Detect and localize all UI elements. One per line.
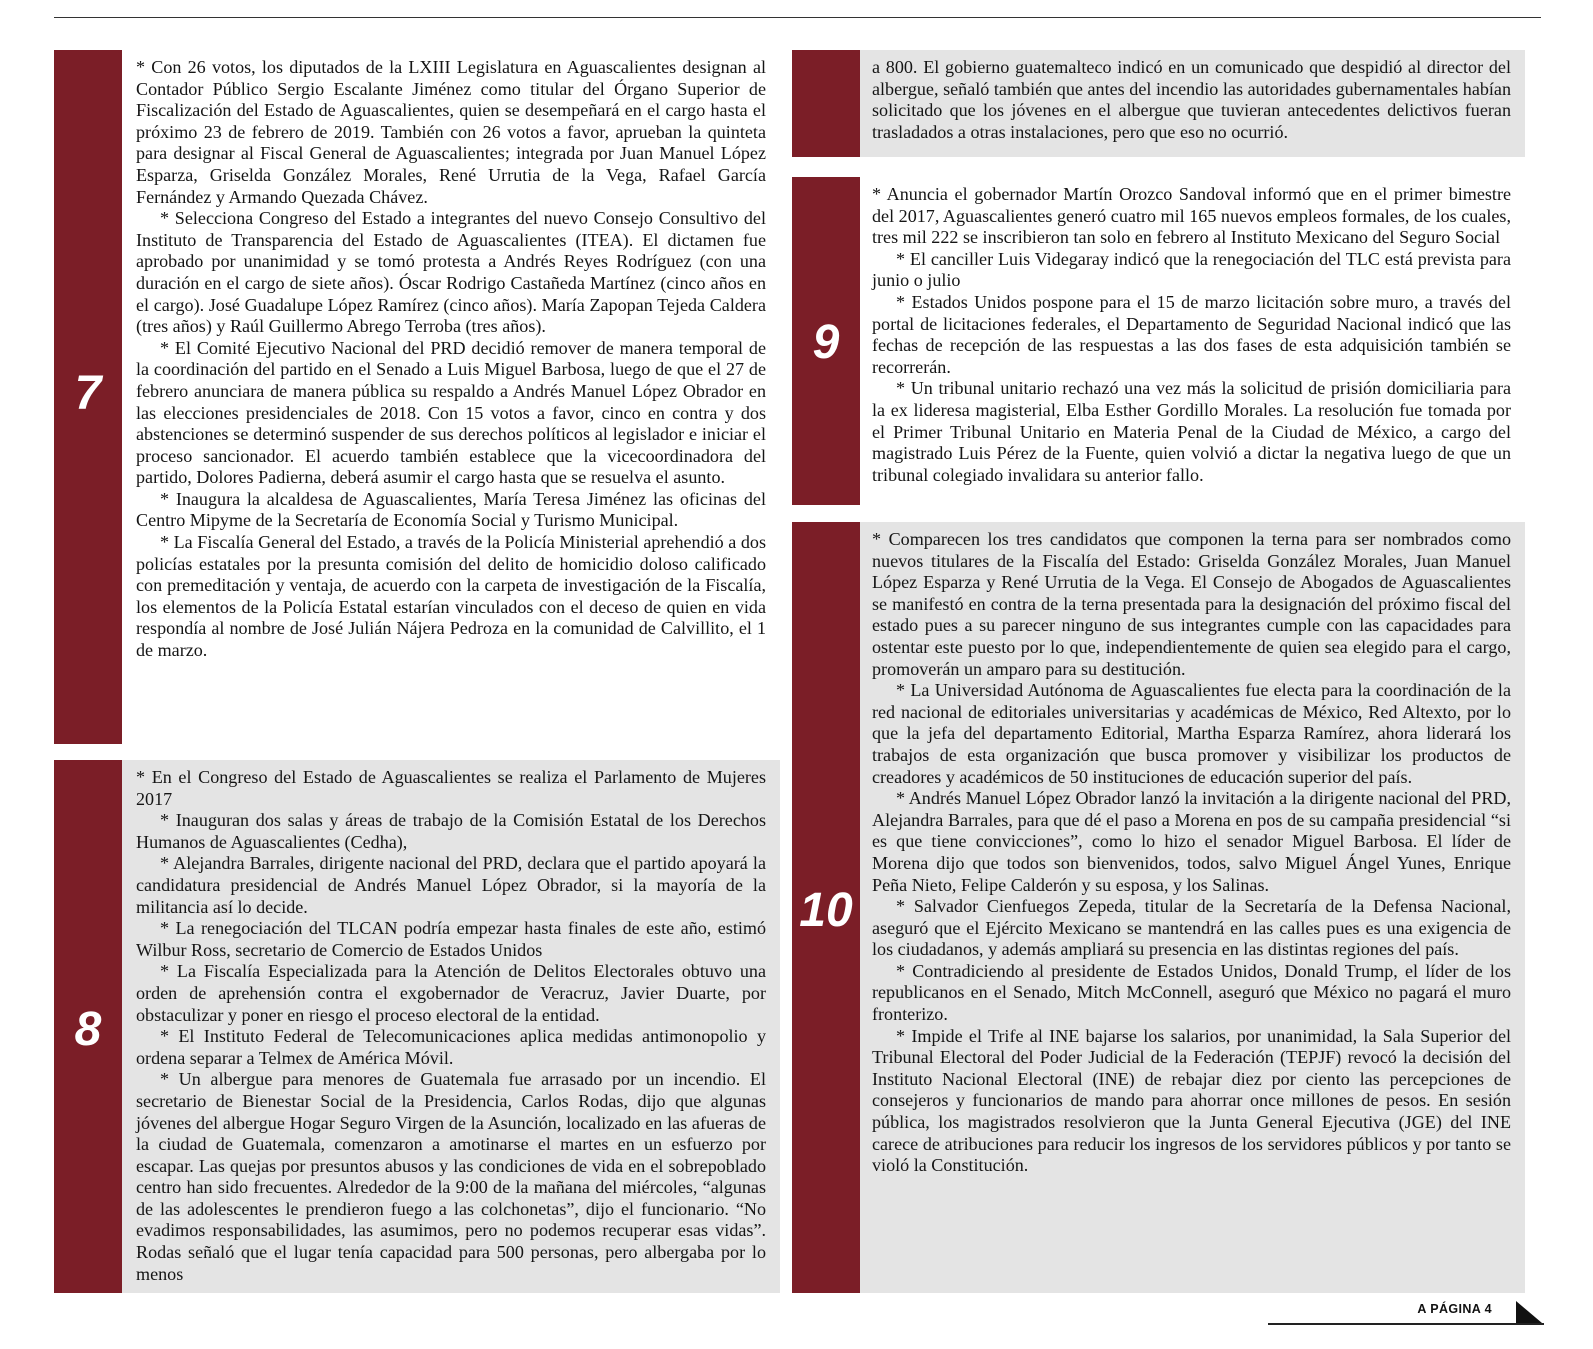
- section-7-text: [136, 57, 766, 662]
- section-8-continued-text: [872, 57, 1511, 143]
- paragraph: * La Fiscalía Especializada para la Atención de Delitos Electorales obtuvo una orden de aprehensión contra el exgobernador de Veracruz, Javier Duarte, por obstaculizar y poner en riesgo el proceso electoral de la entidad.: [136, 961, 766, 1025]
- paragraph: * El Comité Ejecutivo Nacional del PRD decidió remover de manera temporal de la coordinación del partido en el Senado a Luis Miguel Barbosa, luego de que el 27 de febrero anunciara de manera pública su respaldo a Andrés Manuel López Obrador en las elecciones presidenciales de 2018. Con 15 votos a favor, cinco en contra y dos abstenciones se determinó suspender de sus derechos políticos al legislador e iniciar el proceso sancionador. El acuerdo también establece que la vicecoordinadora del partido, Dolores Padierna, deberá asumir el cargo hasta que se resuelva el asunto.: [136, 337, 766, 488]
- section-7: [54, 50, 780, 744]
- paragraph: * Andrés Manuel López Obrador lanzó la invitación a la dirigente nacional del PRD, Alejandra Barrales, para que dé el paso a Morena en pos de su campaña presidencial “si es que tiene convicciones”, como lo hizo el senador Miguel Barbosa. El líder de Morena dijo que todos son bienvenidos, todos, salvo Miguel Ángel Yunes, Enrique Peña Nieto, Felipe Calderón y su esposa, y los Salinas.: [872, 788, 1511, 895]
- paragraph: * Comparecen los tres candidatos que componen la terna para ser nombrados como nuevos titulares de la Fiscalía del Estado: Griselda González Morales, Juan Manuel López Esparza y René Urrutia de la Vega. El Consejo de Abogados de Aguascalientes se manifestó en contra de la terna presentada para la designación del próximo fiscal del estado pues a su parecer ninguno de sus integrantes cumple con las capacidades para ostentar este puesto por lo que, independientemente de quien sea elegido para el cargo, promoverán un amparo para su destitución.: [872, 529, 1511, 679]
- paragraph: * Un tribunal unitario rechazó una vez más la solicitud de prisión domiciliaria para la ex lideresa magisterial, Elba Esther Gordillo Morales. La resolución fue tomada por el Primer Tribunal Unitario en Materia Penal de la Ciudad de México, a cargo del magistrado Luis Pérez de la Fuente, quien volvió a dictar la negativa luego de que un tribunal colegiado invalidara su anterior fallo.: [872, 378, 1511, 485]
- section-10-text: [872, 529, 1511, 1177]
- paragraph: * Salvador Cienfuegos Zepeda, titular de la Secretaría de la Defensa Nacional, aseguró que el Ejército Mexicano se mantendrá en las calles pues es una exigencia de los ciudadanos, y además ampliará su presencia en las distintas regiones del país.: [872, 896, 1511, 960]
- paragraph: * En el Congreso del Estado de Aguascalientes se realiza el Parlamento de Mujeres 2017: [136, 767, 766, 809]
- section-10: [792, 522, 1525, 1293]
- paragraph: * Inaugura la alcaldesa de Aguascalientes, María Teresa Jiménez las oficinas del Centro Mipyme de la Secretaría de Economía Social y Turismo Municipal.: [136, 488, 766, 531]
- section-8: [54, 760, 780, 1293]
- paragraph: * Inauguran dos salas y áreas de trabajo de la Comisión Estatal de los Derechos Humanos de Aguascalientes (Cedha),: [136, 810, 766, 852]
- paragraph: * Alejandra Barrales, dirigente nacional del PRD, declara que el partido apoyará la candidatura presidencial de Andrés Manuel López Obrador, si la mayoría de la militancia así lo decide.: [136, 853, 766, 917]
- paragraph: * Selecciona Congreso del Estado a integrantes del nuevo Consejo Consultivo del Instituto de Transparencia del Estado de Aguascalientes (ITEA). El dictamen fue aprobado por unanimidad y se tomó protesta a Andrés Reyes Rodríguez (con una duración en el cargo de siete años). Óscar Rodrigo Castañeda Martínez (cinco años en el cargo). José Guadalupe López Ramírez (cinco años). María Zapopan Tejeda Caldera (tres años) y Raúl Guillermo Abrego Terroba (tres años).: [136, 208, 766, 337]
- paragraph: * Anuncia el gobernador Martín Orozco Sandoval informó que en el primer bimestre del 2017, Aguascalientes generó cuatro mil 165 nuevos empleos formales, de los cuales, tres mil 222 se inscribieron tan solo en febrero al Instituto Mexicano del Seguro Social: [872, 184, 1511, 248]
- paragraph: * Contradiciendo al presidente de Estados Unidos, Donald Trump, el líder de los republicanos en el Senado, Mitch McConnell, aseguró que México no pagará el muro fronterizo.: [872, 960, 1511, 1025]
- paragraph: * La Fiscalía General del Estado, a través de la Policía Ministerial aprehendió a dos policías estatales por la presunta comisión del delito de homicidio doloso calificado con premeditación y ventaja, de acuerdo con la carpeta de investigación de la Fiscalía, los elementos de la Policía Estatal estarían vinculados con el deceso de quien en vida respondía al nombre de José Julián Nájera Pedroza en la comunidad de Calvillito, el 1 de marzo.: [136, 532, 766, 661]
- date-band-8: [54, 760, 122, 1293]
- section-8-text: [136, 767, 766, 1285]
- paragraph: * El canciller Luis Videgaray indicó que la renegociación del TLC está prevista para junio o julio: [872, 248, 1511, 291]
- section-number-10: 10: [799, 884, 853, 937]
- section-8-continued: [792, 50, 1525, 157]
- continue-label: A PÁGINA 4: [1417, 1302, 1492, 1316]
- section-9-text: [872, 184, 1511, 486]
- arrow-right-icon: [1516, 1301, 1542, 1323]
- continue-to-page-4[interactable]: [1268, 1298, 1544, 1325]
- section-number-9: 9: [812, 316, 840, 369]
- paragraph: * Un albergue para menores de Guatemala fue arrasado por un incendio. El secretario de Bienestar Social de la Presidencia, Carlos Rodas, dijo que algunas jóvenes del albergue Hogar Seguro Virgen de la Asunción, localizado en las afueras de la ciudad de Guatemala, comenzaron a amotinarse el martes en un esfuerzo por escapar. Las quejas por presuntos abusos y las condiciones de vida en el sobrepoblado centro han sido frecuentes. Alrededor de la 9:00 de la mañana del miércoles, “algunas de las adolescentes le prendieron fuego a las colchonetas”, dijo el funcionario. “No evadimos responsabilidades, las asumimos, pero no podemos recuperar esas vidas”. Rodas señaló que el lugar tenía capacidad para 500 personas, pero albergaba por lo menos: [136, 1069, 766, 1284]
- paragraph: * Estados Unidos pospone para el 15 de marzo licitación sobre muro, a través del portal de licitaciones federales, el Departamento de Seguridad Nacional indicó que las fechas de recepción de las respuestas a las dos fases de esta adquisición también se recorrerán.: [872, 291, 1511, 377]
- paragraph: * Con 26 votos, los diputados de la LXIII Legislatura en Aguascalientes designan al Contador Público Sergio Escalante Jiménez como titular del Órgano Superior de Fiscalización del Estado de Aguascalientes, quien se desempeñará en el cargo hasta el próximo 23 de febrero de 2019. También con 26 votos a favor, aprueban la quinteta para designar al Fiscal General de Aguascalientes; integrada por Juan Manuel López Esparza, Griselda González Morales, René Urrutia de la Vega, Rafael García Fernández y Armando Quezada Chávez.: [136, 57, 766, 207]
- date-band-10: [792, 522, 860, 1293]
- date-band-7: [54, 50, 122, 744]
- paragraph: * La Universidad Autónoma de Aguascalientes fue electa para la coordinación de la red nacional de editoriales universitarias y académicas de México, Red Altexto, por lo que la jefa del departamento Editorial, Martha Esparza Ramírez, ahora liderará los trabajos de esta organización que busca promover y visibilizar los productos de creadores y académicos de 50 instituciones de educación superior del país.: [872, 680, 1511, 787]
- paragraph: * Impide el Trife al INE bajarse los salarios, por unanimidad, la Sala Superior del Tribunal Electoral del Poder Judicial de la Federación (TEPJF) revocó la decisión del Instituto Nacional Electoral (INE) de rebajar diez por ciento las percepciones de consejeros y funcionarios de mando para ahorrar once millones de pesos. En sesión pública, los magistrados resolvieron que la Junta General Ejecutiva (JGE) del INE carece de atribuciones para reducir los ingresos de los servidores públicos y por tanto se violó la Constitución.: [872, 1025, 1511, 1176]
- section-9: [792, 177, 1525, 505]
- paragraph: a 800. El gobierno guatemalteco indicó en un comunicado que despidió al director del albergue, señaló también que antes del incendio las autoridades gubernamentales habían solicitado que los jóvenes en el albergue que tuvieran antecedentes delictivos fueran trasladados a otras instalaciones, pero que eso no ocurrió.: [872, 57, 1511, 142]
- paragraph: * El Instituto Federal de Telecomunicaciones aplica medidas antimonopolio y ordena separar a Telmex de América Móvil.: [136, 1026, 766, 1068]
- section-number-7: 7: [74, 367, 102, 420]
- date-band-9: [792, 177, 860, 505]
- paragraph: * La renegociación del TLCAN podría empezar hasta finales de este año, estimó Wilbur Ross, secretario de Comercio de Estados Unidos: [136, 918, 766, 960]
- date-band-8-continued: [792, 50, 860, 157]
- section-number-8: 8: [74, 1003, 102, 1056]
- top-rule: [54, 17, 1541, 18]
